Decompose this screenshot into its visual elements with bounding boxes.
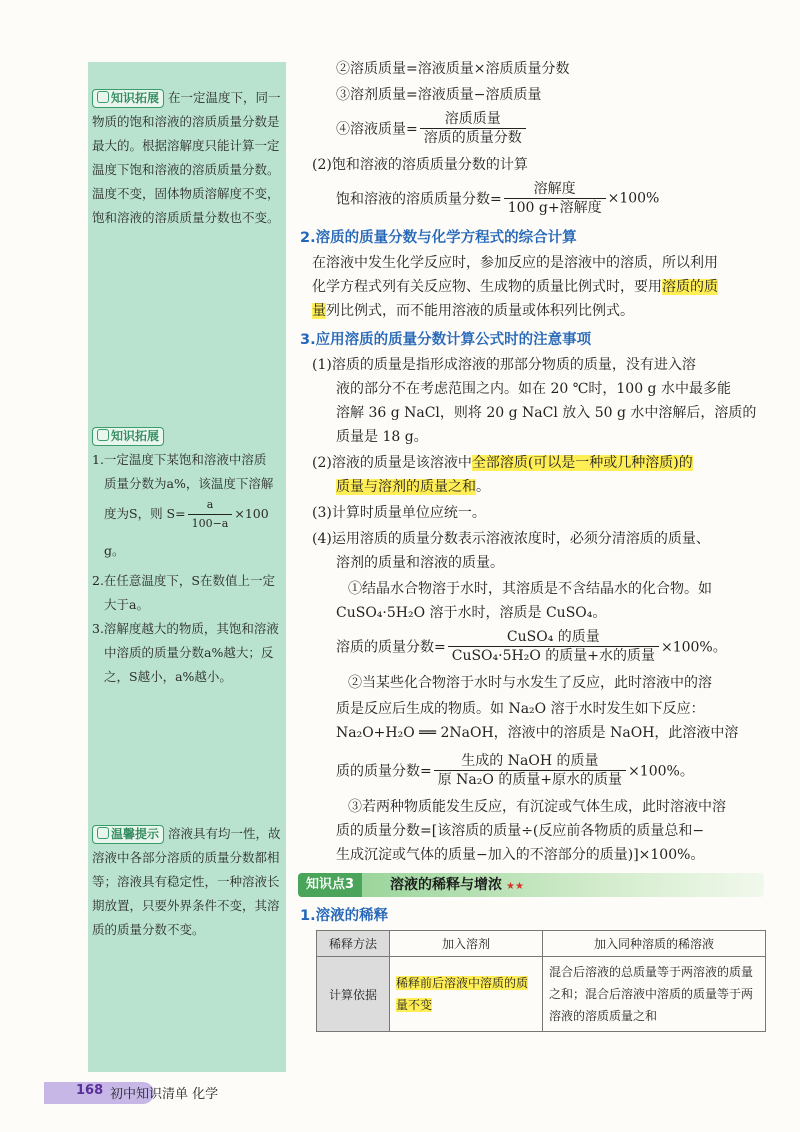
formula-case-1: 溶质的质量分数= $\frac{\text{CuSO₄ 的质量}}{\text{CuSO₄·5H₂O 的质量+水的质量}}$ ×100%。 bbox=[336, 629, 727, 664]
knowledge-extension-tag: 知识拓展 bbox=[92, 427, 164, 446]
table-cell bbox=[390, 957, 543, 1032]
section-label: 知识点3 bbox=[298, 873, 362, 897]
heading-notes: 3.应用溶质的质量分数计算公式时的注意事项 bbox=[300, 332, 592, 348]
note-1d: 质量是 18 g。 bbox=[336, 429, 428, 445]
note-4a: (4)运用溶质的质量分数表示溶液浓度时，必须分清溶质的质量、 bbox=[312, 531, 710, 547]
sidebar-note-text: 在一定温度下，同一物质的饱和溶液的溶质质量分数是最大的。根据溶解度只能计算一定温度下饱和溶液的溶质质量分数。温度不变，固体物质溶解度不变，饱和溶液的溶质质量分数也不变。 bbox=[92, 90, 281, 225]
highlight-text: 质量与溶剂的质量之和 bbox=[336, 479, 476, 495]
note-2a: (2)溶液的质量是该溶液中全部溶质(可以是一种或几种溶质)的 bbox=[312, 455, 693, 471]
case-2a: ②当某些化合物溶于水时与水发生了反应，此时溶液中的溶 bbox=[348, 675, 712, 691]
note-icon bbox=[97, 91, 109, 103]
para-equation-a: 在溶液中发生化学反应时，参加反应的是溶液中的溶质，所以利用 bbox=[312, 255, 718, 271]
book-title: 初中知识清单 化学 bbox=[110, 1087, 219, 1102]
sidebar-note-extension-1 bbox=[92, 86, 282, 230]
table-cell: 计算依据 bbox=[317, 957, 390, 1032]
note-3: (3)计算时质量单位应统一。 bbox=[312, 505, 486, 521]
warm-tip-tag: 温馨提示 bbox=[92, 825, 164, 844]
formula-solution-mass: ④溶液质量= $\frac{\text{溶质质量}}{\text{溶质的质量分数}}$ bbox=[336, 110, 528, 147]
case-1b: CuSO₄·5H₂O 溶于水时，溶质是 CuSO₄。 bbox=[336, 605, 607, 621]
sidebar-note-extension-2 bbox=[92, 424, 282, 689]
note-2b: 质量与溶剂的质量之和。 bbox=[336, 479, 490, 495]
note-icon bbox=[97, 429, 109, 441]
table-cell: 混合后溶液的总质量等于两溶液的质量之和；混合后溶液中溶质的质量等于两溶液的溶质质量之和 bbox=[543, 957, 766, 1032]
case-2b: 质是反应后生成的物质。如 Na₂O 溶于水时发生如下反应： bbox=[336, 701, 705, 717]
ext-item-1c: 度为S，则 S= $\frac{a}{100-a}$ ×100 g。 bbox=[104, 498, 269, 558]
star-icon: ★★ bbox=[506, 881, 524, 892]
note-1c: 溶解 36 g NaCl，则将 20 g NaCl 放入 50 g 水中溶解后，溶质的 bbox=[336, 405, 757, 421]
case-2c: Na₂O+H₂O ══ 2NaOH，溶液中的溶质是 NaOH，此溶液中溶 bbox=[336, 725, 739, 741]
formula-case-2: 质的质量分数= $\frac{\text{生成的 NaOH 的质量}}{\text{原 Na₂O 的质量+原水的质量}}$ ×100%。 bbox=[336, 753, 694, 788]
sidebar-note-tip bbox=[92, 822, 282, 942]
case-3c: 生成沉淀或气体的质量−加入的不溶部分的质量)]×100%。 bbox=[336, 847, 705, 863]
note-icon bbox=[97, 827, 109, 839]
subsection-saturated: (2)饱和溶液的溶质质量分数的计算 bbox=[312, 157, 528, 173]
formula-saturated: 饱和溶液的溶质质量分数= $\frac{\text{溶解度}}{\text{100 g+溶解度}}$ ×100% bbox=[336, 181, 660, 216]
case-1a: ①结晶水合物溶于水时，其溶质是不含结晶水的化合物。如 bbox=[348, 581, 712, 597]
section-title: 溶液的稀释与增浓 ★★ bbox=[390, 877, 524, 893]
sidebar-tip-text: 溶液具有均一性，故溶液中各部分溶质的质量分数都相等；溶液具有稳定性，一种溶液长期放置，只要外界条件不变，其溶质的质量分数不变。 bbox=[92, 826, 281, 937]
table-cell: 加入溶剂 bbox=[390, 931, 543, 957]
case-3a: ③若两种物质能发生反应，有沉淀或气体生成，此时溶液中溶 bbox=[348, 799, 726, 815]
note-1a: (1)溶质的质量是指形成溶液的那部分物质的质量，没有进入溶 bbox=[312, 357, 696, 373]
formula-solute-mass: ②溶质质量=溶液质量×溶质质量分数 bbox=[336, 61, 570, 77]
heading-equation-calc: 2.溶质的质量分数与化学方程式的综合计算 bbox=[300, 230, 577, 246]
highlight-text: 稀释前后溶液中溶质的质量不变 bbox=[396, 976, 529, 1012]
table-row bbox=[317, 931, 766, 957]
table-cell: 稀释方法 bbox=[317, 931, 390, 957]
para-equation-c: 量列比例式，而不能用溶液的质量或体积列比例式。 bbox=[312, 303, 634, 319]
highlight-text: 全部溶质(可以是一种或几种溶质)的 bbox=[471, 455, 693, 471]
section-band bbox=[298, 873, 764, 897]
note-4b: 溶剂的质量和溶液的质量。 bbox=[336, 555, 504, 571]
highlight-text: 量 bbox=[312, 303, 326, 319]
ext-item-2: 2.在任意温度下，S在数值上一定大于a。 bbox=[92, 573, 275, 612]
table-row bbox=[317, 957, 766, 1032]
highlight-text: 溶质的质 bbox=[662, 279, 718, 295]
formula-solvent-mass: ③溶剂质量=溶液质量−溶质质量 bbox=[336, 87, 542, 103]
case-3b: 质的质量分数=[该溶质的质量÷(反应前各物质的质量总和− bbox=[336, 823, 705, 839]
note-1b: 液的部分不在考虑范围之内。如在 20 ℃时，100 g 水中最多能 bbox=[336, 381, 731, 397]
ext-item-3: 3.溶解度越大的物质，其饱和溶液中溶质的质量分数a%越大；反之，S越小，a%越小。 bbox=[92, 621, 279, 684]
table-cell: 加入同种溶质的稀溶液 bbox=[543, 931, 766, 957]
para-equation-b: 化学方程式列有关反应物、生成物的质量比例式时，要用溶质的质 bbox=[312, 279, 718, 295]
ext-item-1b: 质量分数为a%，该温度下溶解 bbox=[104, 476, 274, 491]
knowledge-extension-tag: 知识拓展 bbox=[92, 89, 164, 108]
page-number: 168 bbox=[76, 1083, 104, 1098]
ext-item-1a: 1.一定温度下某饱和溶液中溶质 bbox=[92, 452, 267, 467]
dilution-table bbox=[316, 930, 766, 1032]
heading-dilution: 1.溶液的稀释 bbox=[300, 908, 389, 924]
